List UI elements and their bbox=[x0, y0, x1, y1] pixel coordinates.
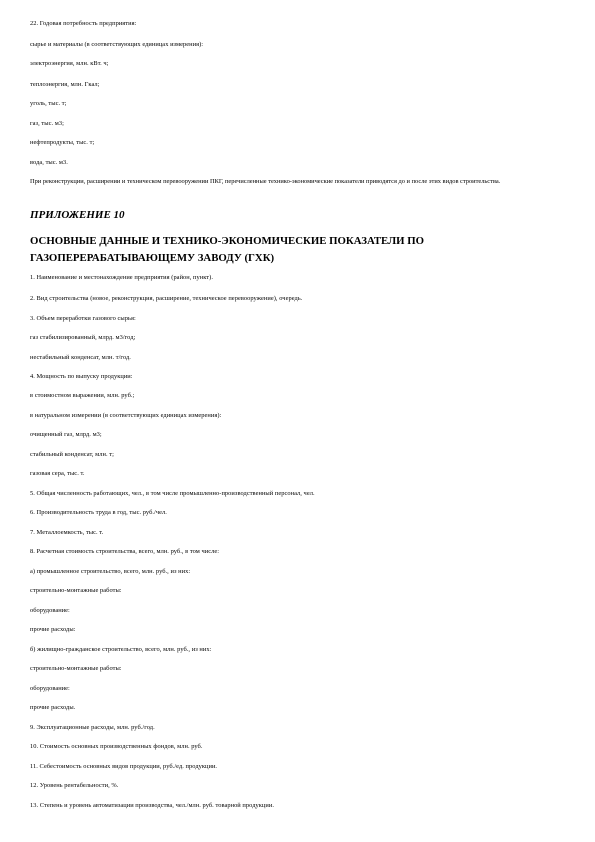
requirement-line: электроэнергия, млн. кВт. ч; bbox=[30, 60, 109, 67]
indicator-item: в стоимостном выражении, млн. руб.; bbox=[30, 392, 135, 399]
indicator-item: нестабильный конденсат, млн. т/год. bbox=[30, 354, 131, 361]
requirement-line: теплоэнергия, млн. Гкал; bbox=[30, 81, 100, 88]
indicator-item: в натуральном измерении (в соответствующих единицах измерения): bbox=[30, 412, 222, 419]
indicator-item: очищенный газ, млрд. м3; bbox=[30, 431, 102, 438]
indicator-item: 10. Стоимость основных производственных фондов, млн. руб. bbox=[30, 743, 203, 750]
requirement-line: сырье и материалы (в соответствующих единицах измерения): bbox=[30, 41, 204, 48]
indicator-item: газ стабилизированный, млрд. м3/год; bbox=[30, 334, 136, 341]
requirement-line: 22. Годовая потребность предприятия: bbox=[30, 20, 137, 27]
indicator-item: 12. Уровень рентабельности, %. bbox=[30, 782, 119, 789]
indicator-item: строительно-монтажные работы: bbox=[30, 665, 122, 672]
indicator-item: 3. Объем переработки газового сырья: bbox=[30, 315, 136, 322]
indicator-item: 1. Наименование и местонахождение предприятия (район, пункт). bbox=[30, 274, 213, 281]
indicator-item: прочие расходы. bbox=[30, 704, 76, 711]
indicator-item: а) промышленное строительство, всего, млн. руб., из них: bbox=[30, 568, 191, 575]
indicator-item: б) жилищно-гражданское строительство, всего, млн. руб., из них: bbox=[30, 646, 212, 653]
indicator-item: газовая сера, тыс. т. bbox=[30, 470, 85, 477]
appendix-label: ПРИЛОЖЕНИЕ 10 bbox=[30, 209, 125, 221]
document-title: ОСНОВНЫЕ ДАННЫЕ И ТЕХНИКО-ЭКОНОМИЧЕСКИЕ ПОКАЗАТЕЛИ ПО ГАЗОПЕРЕРАБАТЫВАЮЩЕМУ ЗАВОДУ (ГХК) bbox=[30, 235, 425, 264]
indicator-item: 13. Степень и уровень автоматизации производства, чел./млн. руб. товарной продукции. bbox=[30, 802, 274, 809]
indicator-item: оборудование: bbox=[30, 607, 70, 614]
requirement-line: уголь, тыс. т; bbox=[30, 100, 67, 107]
indicator-item: стабильный конденсат, млн. т; bbox=[30, 451, 114, 458]
indicator-item: 8. Расчетная стоимость строительства, всего, млн. руб., в том числе: bbox=[30, 548, 220, 555]
requirement-line: газ, тыс. м3; bbox=[30, 120, 64, 127]
indicator-item: 7. Металлоемкость, тыс. т. bbox=[30, 529, 104, 536]
requirement-line: вода, тыс. м3. bbox=[30, 159, 68, 166]
indicator-item: строительно-монтажные работы: bbox=[30, 587, 122, 594]
indicator-item: 4. Мощность по выпуску продукции: bbox=[30, 373, 133, 380]
indicator-item: 6. Производительность труда в год, тыс. руб./чел. bbox=[30, 509, 167, 516]
indicator-item: оборудование: bbox=[30, 685, 70, 692]
indicator-item: прочие расходы: bbox=[30, 626, 76, 633]
indicator-item: 2. Вид строительства (новое, реконструкция, расширение, техническое перевооружение), очередь. bbox=[30, 295, 303, 302]
indicator-item: 9. Эксплуатационные расходы, млн. руб./год. bbox=[30, 724, 155, 731]
indicator-item: 5. Общая численность работающих, чел., в том числе промышленно-производственный персонал, чел. bbox=[30, 490, 315, 497]
requirement-line: нефтепродукты, тыс. т; bbox=[30, 139, 95, 146]
note-paragraph: При реконструкции, расширении и техническом перевооружении ПКГ, перечисленные технико-экономические показатели приводятся до и после этих видов строительства. bbox=[30, 178, 501, 185]
indicator-item: 11. Себестоимость основных видов продукции, руб./ед. продукции. bbox=[30, 763, 218, 770]
